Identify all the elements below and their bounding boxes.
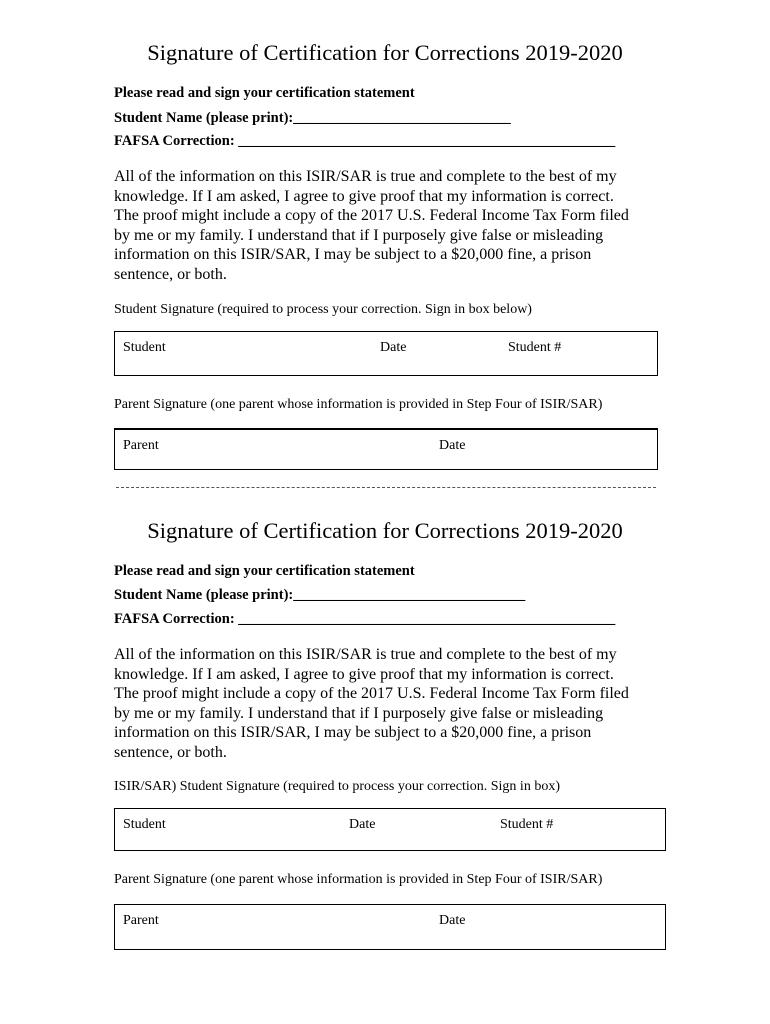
form2-title: Signature of Certification for Corrections 2019-2020 xyxy=(147,518,623,543)
form1-fafsa-correction-field[interactable]: FAFSA Correction: ____________________________________________________ xyxy=(114,133,616,149)
form1-student-cell-label: Student xyxy=(123,340,166,355)
form1-parent-cell-label: Parent xyxy=(123,438,159,453)
form1-student-signature-box[interactable] xyxy=(114,331,658,376)
form2-parent-signature-box[interactable] xyxy=(114,904,666,950)
form1-certification-paragraph: All of the information on this ISIR/SAR is true and complete to the best of my knowledge. If I am asked, I agree to give proof that my information is correct. The proof might include a copy of the 2017 U.S. Federal Income Tax Form filed by me or my family. I understand that if I purposely give false or misleading information on this ISIR/SAR, I may be subject to a $20,000 fine, a prison sentence, or both. xyxy=(114,168,629,283)
form1-title: Signature of Certification for Corrections 2019-2020 xyxy=(147,40,623,65)
form1-parent-signature-label: Parent Signature (one parent whose information is provided in Step Four of ISIR/SAR) xyxy=(114,397,603,412)
form1-student-name-field[interactable]: Student Name (please print):______________________________ xyxy=(114,110,511,126)
form2-student-name-field[interactable]: Student Name (please print):________________________________ xyxy=(114,587,526,603)
form2-certification-paragraph: All of the information on this ISIR/SAR is true and complete to the best of my knowledge. If I am asked, I agree to give proof that my information is correct. The proof might include a copy of the 2017 U.S. Federal Income Tax Form filed by me or my family. I understand that if I purposely give false or misleading information on this ISIR/SAR, I may be subject to a $20,000 fine, a prison sentence, or both. xyxy=(114,646,629,761)
form2-instruction: Please read and sign your certification statement xyxy=(114,563,415,579)
form2-parent-date-cell-label: Date xyxy=(439,913,466,928)
form1-student-signature-label: Student Signature (required to process your correction. Sign in box below) xyxy=(114,302,532,317)
form1-date-cell-label: Date xyxy=(380,340,407,355)
form2-parent-signature-label: Parent Signature (one parent whose information is provided in Step Four of ISIR/SAR) xyxy=(114,872,603,887)
form1-instruction: Please read and sign your certification statement xyxy=(114,85,415,101)
form2-date-cell-label: Date xyxy=(349,817,376,832)
cut-line-divider xyxy=(116,487,656,488)
form2-student-cell-label: Student xyxy=(123,817,166,832)
form2-parent-cell-label: Parent xyxy=(123,913,159,928)
form1-parent-signature-box[interactable] xyxy=(114,428,658,470)
form2-student-signature-label: ISIR/SAR) Student Signature (required to process your correction. Sign in box) xyxy=(114,779,560,794)
form1-student-number-cell-label: Student # xyxy=(508,340,562,355)
form2-student-signature-box[interactable] xyxy=(114,808,666,851)
form2-student-number-cell-label: Student # xyxy=(500,817,554,832)
form2-fafsa-correction-field[interactable]: FAFSA Correction: ____________________________________________________ xyxy=(114,611,616,627)
form1-parent-date-cell-label: Date xyxy=(439,438,466,453)
